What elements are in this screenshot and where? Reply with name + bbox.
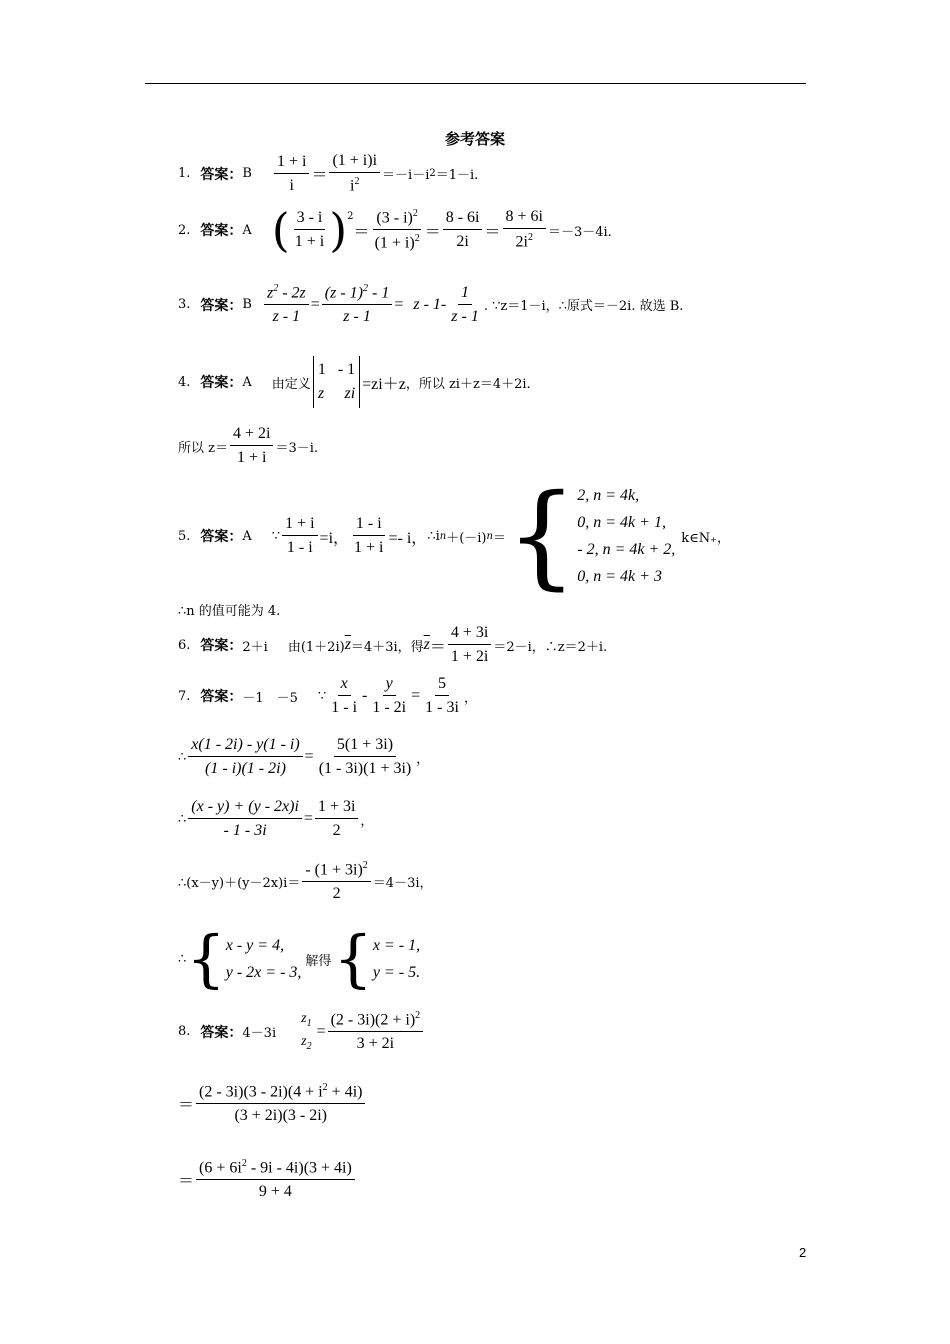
fraction: $z_1$ $z_2$ [301, 1011, 312, 1052]
page-number: 2 [799, 1245, 807, 1260]
fraction: $\frac{1 - i}{1 + i}$ [354, 515, 384, 556]
fraction: $\frac{(z - 1)^2 - 1}{z - 1}$ [322, 283, 393, 326]
fraction: $\frac{1 + 3i}{2}$ [315, 798, 358, 840]
answer-7-step-5: ∴ { x - y = 4, y - 2x = - 3, 解得 { x = - 1, y = - 5. [178, 922, 421, 995]
answer-4-line-2: 所以 z＝ $\frac{4 + 2i}{1 + i}$ ＝3－i. [178, 425, 319, 466]
answer-5-line-2: ∴n 的值可能为 4. [178, 604, 281, 619]
fraction: $\frac{x(1 - 2i) - y(1 - i)}{(1 - i)(1 - 2i)}$ [188, 736, 302, 778]
answer-7-step-2: ∴ $\frac{x(1 - 2i) - y(1 - i)}{(1 - i)(1 - 2i)}$ = $\frac{5(1 + 3i)}{(1 - 3i)(1 + 3i)}$ ， [178, 736, 430, 777]
fraction: $\frac{5(1 + 3i)}{(1 - 3i)(1 + 3i)}$ [318, 736, 412, 777]
page-title: 参考答案 [444, 130, 505, 148]
header-rule [145, 83, 806, 84]
fraction: $\frac{z^2 - 2z}{z - 1}$ [264, 283, 309, 326]
fraction: $\frac{1 + i}{1 - i}$ [282, 515, 317, 557]
answer-7-step-4: ∴(x－y)＋(y－2x)i＝ $\frac{- (1 + 3i)^2}{2}$ ＝4－3i， [178, 860, 433, 903]
fraction: $\frac{8 - 6i}{2i}$ [443, 209, 483, 251]
fraction: $\frac{4 + 3i}{1 + 2i}$ [448, 624, 491, 666]
equation-system: { x - y = 4, y - 2x = - 3, [186, 922, 302, 995]
fraction: $\frac{(x - y) + (y - 2x)i}{- 1 - 3i}$ [188, 798, 302, 840]
answer-3: 3. 答案： B $\frac{z^2 - 2z}{z - 1}$ = $\frac{(z - 1)^2 - 1}{z - 1}$ = z - 1- $\frac{1}{z - 1}$ . ∵z＝1－i，∴原式＝－2i. 故选 B. [178, 283, 684, 326]
fraction: $\frac{(2 - 3i)(2 + i)^2}{3 + 2i}$ [328, 1010, 424, 1053]
fraction: $\frac{(1 + i)i}{i^2}$ [329, 152, 380, 195]
fraction: $\frac{8 + 6i}{2i^2}$ [503, 208, 546, 251]
fraction: $\frac{x}{1 - i}$ [331, 675, 358, 716]
answer-label: 答案： [200, 166, 243, 183]
fraction: $\frac{1 + i}{i}$ [274, 153, 309, 195]
answer-2: 2. 答案： A ( $\frac{3 - i}{1 + i}$ ) $^2$ ＝ $\frac{(3 - i)^2}{(1 + i)^2}$ ＝ $\frac{8 - 6i}{2i}$ ＝ $\frac{8 + 6i}{2i^2}$ ＝－3－4i. [178, 203, 612, 257]
answer-7: 7. 答案： －1 －5 ∵ $\frac{x}{1 - i}$ - $\frac{y}{1 - 2i}$ = $\frac{5}{1 - 3i}$ ， [178, 675, 477, 716]
answer-7-step-3: ∴ $\frac{(x - y) + (y - 2x)i}{- 1 - 3i}$ = $\frac{1 + 3i}{2}$ ， [178, 798, 374, 839]
answer-4: 4. 答案： A 由定义 1 - 1 z zi =zi＋z ，所以 zi＋z＝4＋2i. [178, 356, 531, 408]
answer-1: 1. 答案： B $\frac{1 + i}{i}$ ＝ $\frac{(1 + i)i}{i^2}$ ＝－i－i 2 ＝1－i. [178, 152, 479, 195]
equation-system-solution: { x = - 1, y = - 5. [333, 922, 421, 995]
fraction: $\frac{(2 - 3i)(3 - 2i)(4 + i^2 + 4i)}{(3 + 2i)(3 - 2i)}$ [196, 1082, 365, 1125]
determinant: 1 - 1 z zi [313, 356, 360, 408]
answer-5: 5. 答案： A ∵ $\frac{1 + i}{1 - i}$ =i， $\frac{1 - i}{1 + i}$ =- i， ∴i n ＋(－i) n ＝ { 2, n = 4k, 0, n = 4k + 1, - 2, n = 4k + 2, 0, n = 4k + 3 k∈N₊， [178, 471, 731, 601]
fraction: $\frac{- (1 + 3i)^2}{2}$ [302, 860, 370, 903]
fraction: $\frac{3 - i}{1 + i}$ [294, 209, 325, 250]
fraction: $\frac{4 + 2i}{1 + i}$ [230, 425, 273, 467]
fraction: $\frac{1}{z - 1}$ [451, 283, 479, 325]
fraction: $\frac{(6 + 6i^2 - 9i - 4i)(3 + 4i)}{9 + 4}$ [196, 1158, 355, 1201]
answer-8: 8. 答案： 4－3i $z_1$ $z_2$ = $\frac{(2 - 3i)(2 + i)^2}{3 + 2i}$ [178, 1010, 425, 1053]
piecewise-cases: { 2, n = 4k, 0, n = 4k + 1, - 2, n = 4k + 2, 0, n = 4k + 3 [505, 471, 676, 601]
answer-6: 6. 答案： 2＋i 由(1＋2i) $\overline{z}$ ＝4＋3i，得 $\overline{z}$ ＝ $\frac{4 + 3i}{1 + 2i}$ ＝2－i，∴z＝2＋i. [178, 624, 608, 665]
answer-8-step-2: ＝ $\frac{(2 - 3i)(3 - 2i)(4 + i^2 + 4i)}{(3 + 2i)(3 - 2i)}$ [178, 1082, 367, 1125]
fraction: $\frac{y}{1 - 2i}$ [372, 675, 407, 716]
fraction: $\frac{5}{1 - 3i}$ [425, 675, 459, 716]
answer-8-step-3: ＝ $\frac{(6 + 6i^2 - 9i - 4i)(3 + 4i)}{9 + 4}$ [178, 1158, 357, 1201]
fraction: $\frac{(3 - i)^2}{(1 + i)^2}$ [374, 207, 420, 252]
